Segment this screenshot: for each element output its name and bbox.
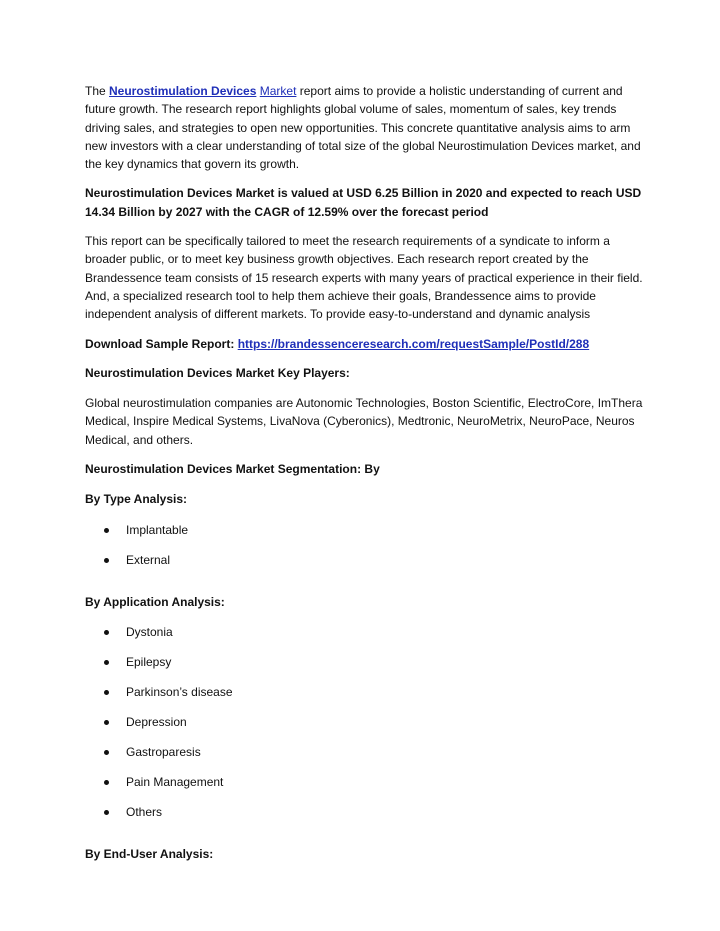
list-item-label: Parkinson’s disease — [126, 684, 233, 699]
list-item — [85, 683, 645, 713]
intro-paragraph — [85, 82, 645, 173]
bullet-icon — [104, 630, 109, 635]
list-item — [85, 713, 645, 743]
bullet-icon — [104, 690, 109, 695]
type-analysis-list — [85, 521, 645, 581]
market-link[interactable]: Market — [259, 84, 297, 98]
tailored-paragraph: This report can be specifically tailored to meet the research requirements of a syndicate to inform a broader public, or to meet key business growth objectives. Each research report created by the Brandessence team consists of 15 research experts with many years of practical experience in their field. And, a specialized research tool to help them achieve their goals, Brandessence aims to provide independent analysis of different markets. To provide easy-to-understand and dynamic analysis — [85, 234, 643, 322]
application-analysis-heading: By Application Analysis: — [85, 594, 225, 609]
segmentation-heading: Neurostimulation Devices Market Segmentation: By — [85, 462, 380, 477]
bullet-icon — [104, 528, 109, 533]
list-item-label: Pain Management — [126, 774, 224, 789]
end-user-analysis-heading: By End-User Analysis: — [85, 846, 214, 861]
list-item-label: Epilepsy — [126, 654, 172, 669]
list-item-label: Implantable — [126, 522, 189, 537]
download-sample-link[interactable]: https://brandessenceresearch.com/requestSample/PostId/288 — [237, 336, 590, 351]
type-analysis-heading: By Type Analysis: — [85, 492, 188, 507]
bullet-icon — [104, 720, 109, 725]
download-sample-line — [85, 335, 645, 353]
list-item — [85, 551, 645, 581]
list-item-label: Depression — [126, 714, 187, 729]
list-item — [85, 623, 645, 653]
bullet-icon — [104, 750, 109, 755]
bullet-icon — [104, 558, 109, 563]
intro-rest: report aims to provide a holistic understanding of current and future growth. The research report highlights global volume of sales, momentum of sales, key trends driving sales, and strategies to open new opportunities. This concrete quantitative analysis aims to arm new investors with a clear understanding of total size of the global Neurostimulation Devices market, and the key dynamics that govern its growth. — [85, 84, 641, 172]
neurostimulation-devices-link[interactable]: Neurostimulation Devices — [109, 84, 257, 98]
market-valuation: Neurostimulation Devices Market is valued at USD 6.25 Billion in 2020 and expected to reach USD 14.34 Billion by 2027 with the CAGR of 12.59% over the forecast period — [85, 186, 642, 219]
list-item — [85, 521, 645, 551]
download-label: Download Sample Report: — [85, 336, 238, 351]
intro-prefix: The — [85, 84, 110, 98]
list-item-label: Others — [126, 804, 163, 819]
application-analysis-list — [85, 623, 645, 833]
document-page — [85, 82, 645, 875]
list-item-label: Gastroparesis — [126, 744, 201, 759]
key-players-heading: Neurostimulation Devices Market Key Players: — [85, 365, 350, 380]
bullet-icon — [104, 780, 109, 785]
bullet-icon — [104, 660, 109, 665]
list-item — [85, 803, 645, 833]
list-item-label: External — [126, 552, 171, 567]
bullet-icon — [104, 810, 109, 815]
list-item-label: Dystonia — [126, 624, 173, 639]
list-item — [85, 743, 645, 773]
key-players-text: Global neurostimulation companies are Autonomic Technologies, Boston Scientific, ElectroCore, ImThera Medical, Inspire Medical Systems, LivaNova (Cyberonics), Medtronic, NeuroMetrix, NeuroPace, Neuros Medical, and others. — [85, 396, 643, 447]
list-item — [85, 653, 645, 683]
list-item — [85, 773, 645, 803]
